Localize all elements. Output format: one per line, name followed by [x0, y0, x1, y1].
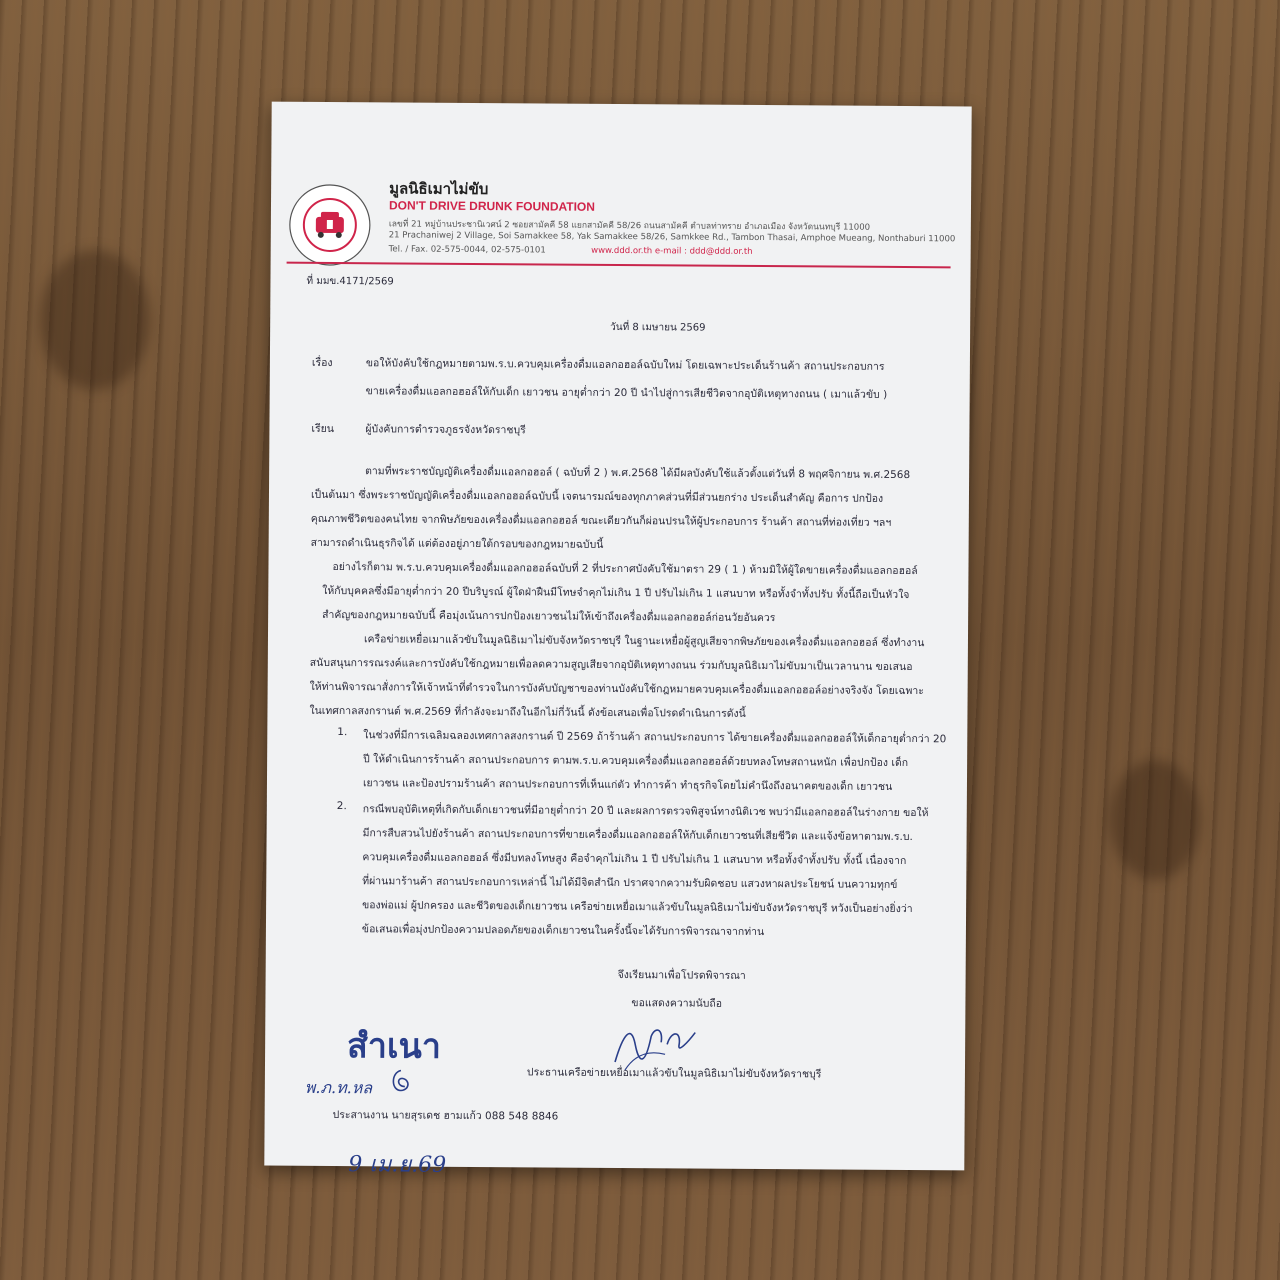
- reference-number: ที่ มมข.4171/2569: [306, 275, 394, 288]
- item-line: ในช่วงที่มีการเฉลิมฉลองเทศกาลสงกรานต์ ปี 2569 ถ้าร้านค้า สถานประกอบการ ได้ขายเครื่องดื่มแอลกอฮอล์ให้เด็กอายุต่ำกว่า 20: [363, 729, 947, 746]
- body-line: เป็นต้นมา ซึ่งพระราชบัญญัติเครื่องดื่มแอลกอฮอล์ฉบับนี้ เจตนารมณ์ของทุกภาคส่วนที่มีส่วนยกร่าง ประเด็นสำคัญ คือการ ปกป้อง: [310, 488, 884, 505]
- initial-mark: [387, 1066, 415, 1096]
- handwritten-date: 9 เม.ย.69: [348, 1152, 447, 1178]
- item-line: ข้อเสนอเพื่อมุ่งปกป้องความปลอดภัยของเด็กเยาวชนในครั้งนี้จะได้รับการพิจารณาจากท่าน: [361, 923, 765, 939]
- subject-line: ขอให้บังคับใช้กฎหมายตามพ.ร.บ.ควบคุมเครื่องดื่มแอลกอฮอล์ฉบับใหม่ โดยเฉพาะประเด็นร้านค้า สถานประกอบการ: [365, 357, 885, 373]
- letter-date: วันที่ 8 เมษายน 2569: [610, 321, 706, 334]
- item-number: 2.: [336, 800, 347, 813]
- web-email: www.ddd.or.th e-mail : ddd@ddd.or.th: [591, 245, 753, 257]
- body-line: สนับสนุนการรณรงค์และการบังคับใช้กฎหมายเพื่อลดความสูญเสียจากอุบัติเหตุทางถนน ร่วมกับมูลนิธิเมาไม่ขับมาเป็นเวลานาน ขอเสนอ: [309, 656, 913, 674]
- address-english: 21 Prachaniwej 2 Village, Soi Samakkee 58, Yak Samakkee 58/26, Samkkee Rd., Tambon Thasai, Amphoe Mueang, Nonthaburi 11000: [388, 230, 956, 245]
- contact-line: [389, 244, 753, 257]
- item-line: กรณีพบอุบัติเหตุที่เกิดกับเด็กเยาวชนที่มีอายุต่ำกว่า 20 ปี และผลการตรวจพิสูจน์ทางนิติเวช พบว่ามีแอลกอฮอล์ในร่างกาย ขอให้: [362, 803, 929, 820]
- body-line: ให้ท่านพิจารณาสั่งการให้เจ้าหน้าที่ตำรวจในการบังคับบัญชาของท่านบังคับใช้กฎหมายควบคุมเครื่องดื่มแอลกอฮอล์อย่างจริงจัง โดยเฉพาะ: [309, 680, 924, 698]
- recipient-name: ผู้บังคับการตำรวจภูธรจังหวัดราชบุรี: [365, 423, 526, 437]
- table-stain: [1110, 760, 1200, 880]
- body-line: อย่างไรก็ตาม พ.ร.บ.ควบคุมเครื่องดื่มแอลกอฮอล์ฉบับที่ 2 ที่ประกาศบังคับใช้มาตรา 29 ( 1 ) ห้ามมิให้ผู้ใดขายเครื่องดื่มแอลกอฮอล์: [332, 561, 918, 578]
- body-line: สำคัญของกฎหมายฉบับนี้ คือมุ่งเน้นการปกป้องเยาวชนไม่ให้เข้าถึงเครื่องดื่มแอลกอฮอล์ก่อนวัยอันควร: [322, 608, 776, 625]
- subject-label: เรื่อง: [311, 356, 333, 370]
- recipient-label: เรียน: [311, 422, 335, 436]
- signer-title: ประธานเครือข่ายเหยื่อเมาแล้วขับในมูลนิธิเมาไม่ขับจังหวัดราชบุรี: [526, 1066, 822, 1081]
- body-line: ให้กับบุคคลซึ่งมีอายุต่ำกว่า 20 ปีบริบูรณ์ ผู้ใดฝ่าฝืนมีโทษจำคุกไม่เกิน 1 ปี ปรับไม่เกิน 1 แสนบาท หรือทั้งจำทั้งปรับ ทั้งนี้ถือเป็นหัวใจ: [322, 584, 910, 602]
- foundation-name-english: DON'T DRIVE DRUNK FOUNDATION: [388, 198, 596, 214]
- body-line: ตามที่พระราชบัญญัติเครื่องดื่มแอลกอฮอล์ ( ฉบับที่ 2 ) พ.ศ.2568 ได้มีผลบังคับใช้แล้วตั้งแต่วันที่ 8 พฤศจิกายน พ.ศ.2568: [365, 465, 911, 482]
- letterhead-rule: [287, 262, 951, 269]
- item-line: เยาวชน และป้องปรามร้านค้า สถานประกอบการที่เห็นแก่ตัว ทำการค้า ทำธุรกิจโดยไม่คำนึงถึงอนาคตของเด็ก เยาวชน: [362, 777, 893, 793]
- item-number: 1.: [337, 726, 348, 739]
- item-line: ปี ให้ดำเนินการร้านค้า สถานประกอบการ ตามพ.ร.บ.ควบคุมเครื่องดื่มแอลกอฮอล์ด้วยบทลงโทษสถานหนัก เพื่อปกป้อง เด็ก: [363, 753, 909, 770]
- body-line: เครือข่ายเหยื่อเมาแล้วขับในมูลนิธิเมาไม่ขับจังหวัดราชบุรี ในฐานะเหยื่อผู้สูญเสียจากพิษภัยของเครื่องดื่มแอลกอฮอล์ ซึ่งทำงาน: [363, 633, 925, 650]
- item-line: ของพ่อแม่ ผู้ปกครอง และชีวิตของเด็กเยาวชน เครือข่ายเหยื่อเมาแล้วขับในมูลนิธิเมาไม่ขับจังหวัดราชบุรี หวังเป็นอย่างยิ่งว่า: [362, 899, 913, 916]
- closing-request: จึงเรียนมาเพื่อโปรดพิจารณา: [617, 969, 746, 982]
- item-line: มีการสืบสวนไปยังร้านค้า สถานประกอบการที่ขายเครื่องดื่มแอลกอฮอล์ให้กับเด็กเยาวชนที่เสียชีวิต และแจ้งข้อหาตามพ.ร.บ.: [362, 827, 913, 844]
- foundation-logo: [287, 182, 374, 269]
- coordinator-contact: ประสานงาน นายสุรเดช ฮามแก้ว 088 548 8846: [332, 1109, 559, 1123]
- closing-salutation: ขอแสดงความนับถือ: [631, 997, 723, 1010]
- item-line: ที่ผ่านมาร้านค้า สถานประกอบการเหล่านี้ ไม่ได้มีจิตสำนึก ปราศจากความรับผิดชอบ แสวงหาผลประโยชน์ บนความทุกข์: [362, 875, 898, 891]
- letter-page: [264, 102, 971, 1178]
- handwritten-initials: พ.ภ.ท.หล: [304, 1077, 373, 1098]
- body-line: สามารถดำเนินธุรกิจได้ แต่ต้องอยู่ภายใต้กรอบของกฎหมายฉบับนี้: [310, 536, 604, 551]
- body-line: ในเทศกาลสงกรานต์ พ.ศ.2569 ที่กำลังจะมาถึงในอีกไม่กี่วันนี้ ดังข้อเสนอเพื่อโปรดดำเนินการดังนี้: [309, 704, 746, 720]
- phone-fax: Tel. / Fax. 02-575-0044, 02-575-0101: [388, 244, 546, 256]
- table-stain: [40, 250, 150, 390]
- address-thai: เลขที่ 21 หมู่บ้านประชานิเวศน์ 2 ซอยสามัคคี 58 แยกสามัคคี 58/26 ถนนสามัคคี ตำบลท่าทราย อำเภอเมือง จังหวัดนนทบุรี 11000: [388, 219, 871, 233]
- subject-line: ขายเครื่องดื่มแอลกอฮอล์ให้กับเด็ก เยาวชน อายุต่ำกว่า 20 ปี นำไปสู่การเสียชีวิตจากอุบัติเหตุทางถนน ( เมาแล้วขับ ): [365, 385, 888, 401]
- item-line: ควบคุมเครื่องดื่มแอลกอฮอล์ ซึ่งมีบทลงโทษสูง คือจำคุกไม่เกิน 1 ปี ปรับไม่เกิน 1 แสนบาท หรือทั้งจำทั้งปรับ ทั้งนี้ เนื่องจาก: [362, 851, 907, 868]
- foundation-name-thai: มูลนิธิเมาไม่ขับ: [389, 179, 489, 199]
- copy-stamp: สำเนา: [346, 1026, 442, 1067]
- body-line: คุณภาพชีวิตของคนไทย จากพิษภัยของเครื่องดื่มแอลกอฮอล์ ขณะเดียวกันก็ผ่อนปรนให้ผู้ประกอบการ ร้านค้า สถานที่ท่องเที่ยว ฯลฯ: [310, 512, 892, 529]
